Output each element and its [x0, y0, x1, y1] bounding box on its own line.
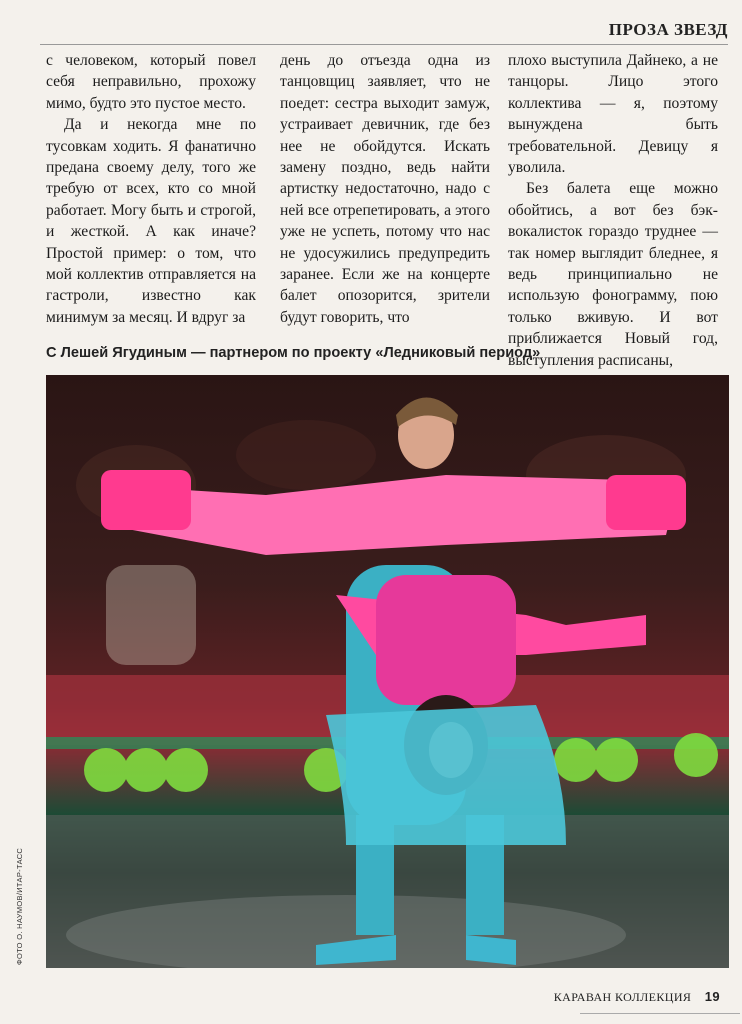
article-column-1: [46, 50, 256, 328]
paragraph: день до отъезда одна из танцовщиц заявляет, что не поедет: сестра выходит замуж, устраивает девичник, где без нее не обойдутся. Искать замену поздно, ведь найти артистку недостаточно, надо с ней все отрепетировать, а этого уже не успеть, потому что нас не удосужились предупредить заранее. Если же на концерте балет опозорится, зрители будут говорить, что: [280, 52, 490, 326]
page-number: 19: [704, 989, 720, 1004]
paragraph: Да и некогда мне по тусовкам ходить. Я фанатично предана своему делу, того же требую от всех, кто со мной работает. Могу быть и строгой, и жесткой. А как иначе? Простой пример: о том, что мой коллектив отправляется на гастроли, известно как минимум за месяц. И вдруг за: [46, 116, 256, 326]
magazine-name: КАРАВАН КОЛЛЕКЦИЯ: [553, 990, 692, 1004]
photo-caption: С Лешей Ягудиным — партнером по проекту «Ледниковый период»: [46, 345, 541, 361]
paragraph: Без балета еще можно обойтись, а вот без бэк-вокалисток гораздо труднее — так номер выглядит бледнее, я ведь принципиально не использую фонограмму, пою только вживую. И вот приближается Новый год, выступления расписаны,: [508, 180, 718, 369]
paragraph: с человеком, который повел себя неправильно, прохожу мимо, будто это пустое место.: [46, 52, 256, 112]
figure-skating-photo: [46, 375, 729, 968]
paragraph: плохо выступила Дайнеко, а не танцоры. Лицо этого коллектива — я, поэтому вынуждена быть требовательной. Девицу я уволила.: [508, 52, 718, 177]
photo-credit: ФОТО О. НАУМОВ/ИТАР-ТАСС: [15, 847, 24, 965]
article-column-2: [280, 50, 490, 328]
photo-illustration: [46, 375, 729, 968]
footer-rule: [580, 1013, 740, 1014]
page-footer: [554, 989, 720, 1005]
article-column-3: [508, 50, 718, 371]
section-title: ПРОЗА ЗВЕЗД: [608, 20, 728, 39]
header-rule: [40, 44, 728, 45]
